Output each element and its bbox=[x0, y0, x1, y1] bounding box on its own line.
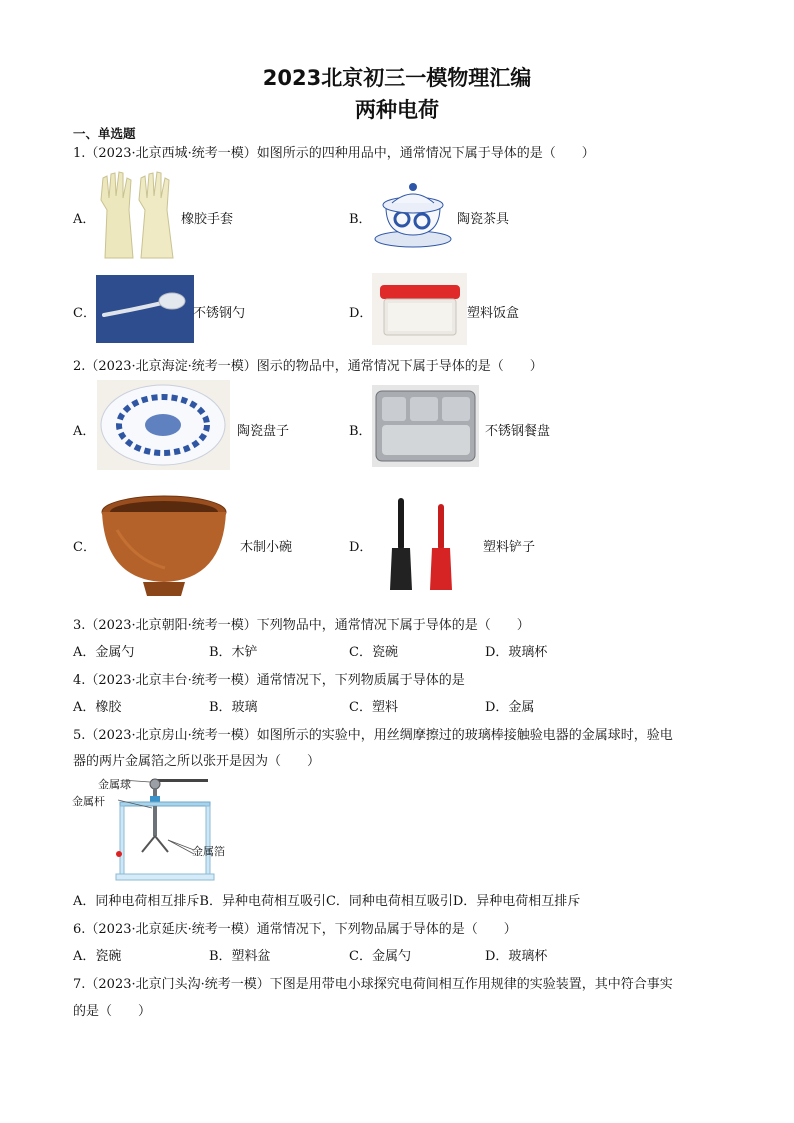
q3-option-b: B．木铲 bbox=[209, 645, 258, 660]
stainless-tray-image bbox=[372, 385, 479, 467]
q4-option-d: D．金属 bbox=[485, 700, 535, 715]
q3-option-d: D．玻璃杯 bbox=[485, 645, 548, 660]
question-3-stem: 3.（2023·北京朝阳·统考一模）下列物品中，通常情况下属于导体的是（ ） bbox=[73, 618, 530, 633]
q2-option-a-letter: A． bbox=[73, 424, 96, 439]
question-1-stem: 1.（2023·北京西城·统考一模）如图所示的四种用品中，通常情况下属于导体的是（ ） bbox=[73, 146, 595, 161]
label-metal-rod: 金属杆 bbox=[72, 795, 105, 808]
wooden-bowl-image bbox=[95, 490, 233, 602]
q1-option-d-text: 塑料饭盒 bbox=[467, 306, 520, 321]
q2-option-a-text: 陶瓷盘子 bbox=[237, 424, 290, 439]
electroscope-figure bbox=[70, 772, 245, 884]
q1-option-b-letter: B． bbox=[349, 212, 372, 227]
label-metal-foil: 金属箔 bbox=[192, 845, 225, 858]
label-metal-ball: 金属球 bbox=[98, 778, 131, 791]
q2-option-d-letter: D． bbox=[349, 540, 373, 555]
plastic-spatula-image bbox=[372, 490, 476, 596]
porcelain-plate-image bbox=[97, 380, 230, 470]
q4-option-a: A．橡胶 bbox=[73, 700, 122, 715]
section-heading: 一、单选题 bbox=[73, 126, 136, 141]
plastic-lunch-box-image bbox=[372, 273, 467, 345]
q2-option-c-letter: C． bbox=[73, 540, 96, 555]
question-7-stem-line1: 7.（2023·北京门头沟·统考一模）下图是用带电小球探究电荷间相互作用规律的实验装置，其中符合事实 bbox=[73, 977, 673, 992]
page-title: 2023北京初三一模物理汇编 bbox=[262, 66, 532, 90]
q3-option-a: A．金属勺 bbox=[73, 645, 135, 660]
q6-option-d: D．玻璃杯 bbox=[485, 949, 548, 964]
q1-option-c-text: 不锈钢勺 bbox=[193, 306, 246, 321]
question-2-stem: 2.（2023·北京海淀·统考一模）图示的物品中，通常情况下属于导体的是（ ） bbox=[73, 359, 543, 374]
q1-option-d-letter: D． bbox=[349, 306, 373, 321]
q5-options: A．同种电荷相互排斥B．异种电荷相互吸引C．同种电荷相互吸引D．异种电荷相互排斥 bbox=[73, 894, 581, 909]
question-7-stem-line2: 的是（ ） bbox=[73, 1004, 152, 1019]
q1-option-a-letter: A． bbox=[73, 212, 96, 227]
q6-option-b: B．塑料盆 bbox=[209, 949, 271, 964]
stainless-spoon-image bbox=[96, 275, 194, 343]
question-5-stem-line1: 5.（2023·北京房山·统考一模）如图所示的实验中，用丝绸摩擦过的玻璃棒接触验电器的金属球时，验电 bbox=[73, 728, 673, 743]
q1-option-c-letter: C． bbox=[73, 306, 96, 321]
q4-option-b: B．玻璃 bbox=[209, 700, 258, 715]
q2-option-d-text: 塑料铲子 bbox=[483, 540, 536, 555]
q2-option-b-letter: B． bbox=[349, 424, 372, 439]
q4-option-c: C．塑料 bbox=[349, 700, 398, 715]
page-subtitle: 两种电荷 bbox=[355, 98, 439, 122]
porcelain-tea-set-image bbox=[372, 177, 454, 249]
q2-option-c-text: 木制小碗 bbox=[240, 540, 293, 555]
q2-option-b-text: 不锈钢餐盘 bbox=[485, 424, 551, 439]
q1-option-b-text: 陶瓷茶具 bbox=[457, 212, 510, 227]
q3-option-c: C．瓷碗 bbox=[349, 645, 398, 660]
question-6-stem: 6.（2023·北京延庆·统考一模）通常情况下，下列物品属于导体的是（ ） bbox=[73, 922, 517, 937]
rubber-gloves-image bbox=[97, 170, 177, 262]
q6-option-c: C．金属勺 bbox=[349, 949, 411, 964]
question-4-stem: 4.（2023·北京丰台·统考一模）通常情况下，下列物质属于导体的是 bbox=[73, 673, 465, 688]
question-5-stem-line2: 器的两片金属箔之所以张开是因为（ ） bbox=[73, 754, 321, 769]
q1-option-a-text: 橡胶手套 bbox=[181, 212, 234, 227]
q6-option-a: A．瓷碗 bbox=[73, 949, 122, 964]
